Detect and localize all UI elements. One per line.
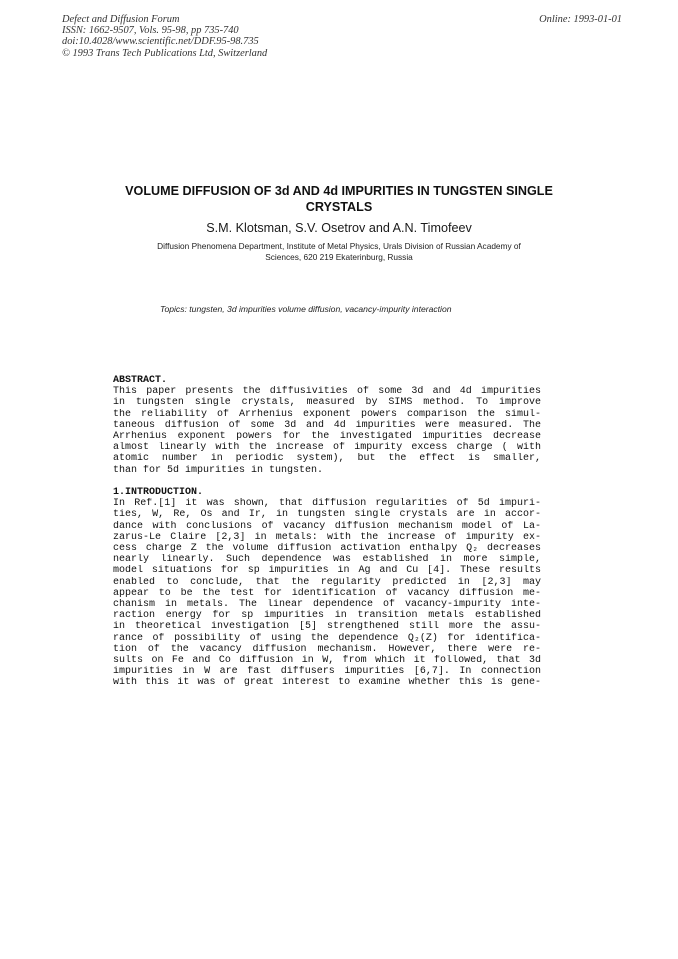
introduction-line: in theoretical investigation [5] strengthened still more the assu- [113,621,541,633]
introduction-line: model situations for sp impurities in Ag and Cu [4]. These results [113,565,541,577]
copyright-line: © 1993 Trans Tech Publications Ltd, Switzerland [62,47,268,59]
introduction-line: In Ref.[1] it was shown, that diffusion regularities of 5d impuri- [113,498,541,510]
introduction-line: impurities in W are fast diffusers impurities [6,7]. In connection [113,666,541,678]
abstract-line: Arrhenius exponent powers for the investigated impurities decrease [113,431,541,443]
abstract-line: almost linearly with the increase of impurity excess charge ( with [113,442,541,454]
introduction-line: cess charge Z the volume diffusion activation enthalpy Q₂ decreases [113,543,541,555]
introduction-section [113,487,541,689]
abstract-line: atomic number in periodic system), but the effect is smaller, [113,453,541,465]
introduction-line: ties, W, Re, Os and Ir, in tungsten single crystals are in accor- [113,509,541,521]
introduction-line: with this it was of great interest to examine whether this is gene- [113,677,541,689]
abstract-line: This paper presents the diffusivities of some 3d and 4d impurities [113,386,541,398]
introduction-line: nearly linearly. Such dependence was established in more simple, [113,554,541,566]
abstract-heading: ABSTRACT. [113,375,168,386]
abstract-line: than for 5d impurities in tungsten. [113,464,324,476]
issn-line: ISSN: 1662-9507, Vols. 95-98, pp 735-740 [62,25,239,37]
journal-name: Defect and Diffusion Forum [62,14,180,25]
affiliation [120,241,558,262]
abstract-line: taneous diffusion of some 3d and 4d impurities were measured. The [113,419,541,431]
topics-line: Topics: tungsten, 3d impurities volume diffusion, vacancy-impurity interaction [160,304,452,314]
introduction-heading: 1.INTRODUCTION. [113,487,204,498]
introduction-line: enabled to conclude, that the regularity predicted in [2,3] may [113,576,541,588]
introduction-line: chanism in metals. The linear dependence of vacancy-impurity inte- [113,599,541,611]
paper-title [100,183,578,215]
authors: S.M. Klotsman, S.V. Osetrov and A.N. Timofeev [206,221,472,235]
doi-line[interactable]: doi:10.4028/www.scientific.net/DDF.95-98.735 [62,36,259,48]
online-date: Online: 1993-01-01 [539,14,622,25]
publication-header [62,14,622,59]
abstract-line: in tungsten single crystals, measured by SIMS method. To improve [113,397,541,409]
abstract-section [113,375,541,476]
title-line: CRYSTALS [305,200,373,214]
introduction-line: rance of possibility of using the dependence Q₂(Z) for identifica- [113,632,541,644]
introduction-line: tion of the vacancy diffusion mechanism. However, there were re- [113,643,541,655]
title-line: VOLUME DIFFUSION OF 3d AND 4d IMPURITIES IN TUNGSTEN SINGLE [125,184,553,198]
affiliation-line: Sciences, 620 219 Ekaterinburg, Russia [265,251,413,262]
introduction-line: raction energy for sp impurities in transition metals established [113,610,541,622]
introduction-line: appear to be the test for identification of vacancy diffusion me- [113,587,541,599]
introduction-line: dance with conclusions of vacancy diffusion mechanism model of La- [113,520,541,532]
abstract-line: the reliability of Arrhenius exponent powers comparison the simul- [113,408,541,420]
introduction-line: zarus-Le Claire [2,3] in metals: with the increase of impurity ex- [113,531,541,543]
affiliation-line: Diffusion Phenomena Department, Institute of Metal Physics, Urals Division of Russian Academy of [157,241,521,251]
introduction-line: sults on Fe and Co diffusion in W, from which it followed, that 3d [113,655,541,667]
